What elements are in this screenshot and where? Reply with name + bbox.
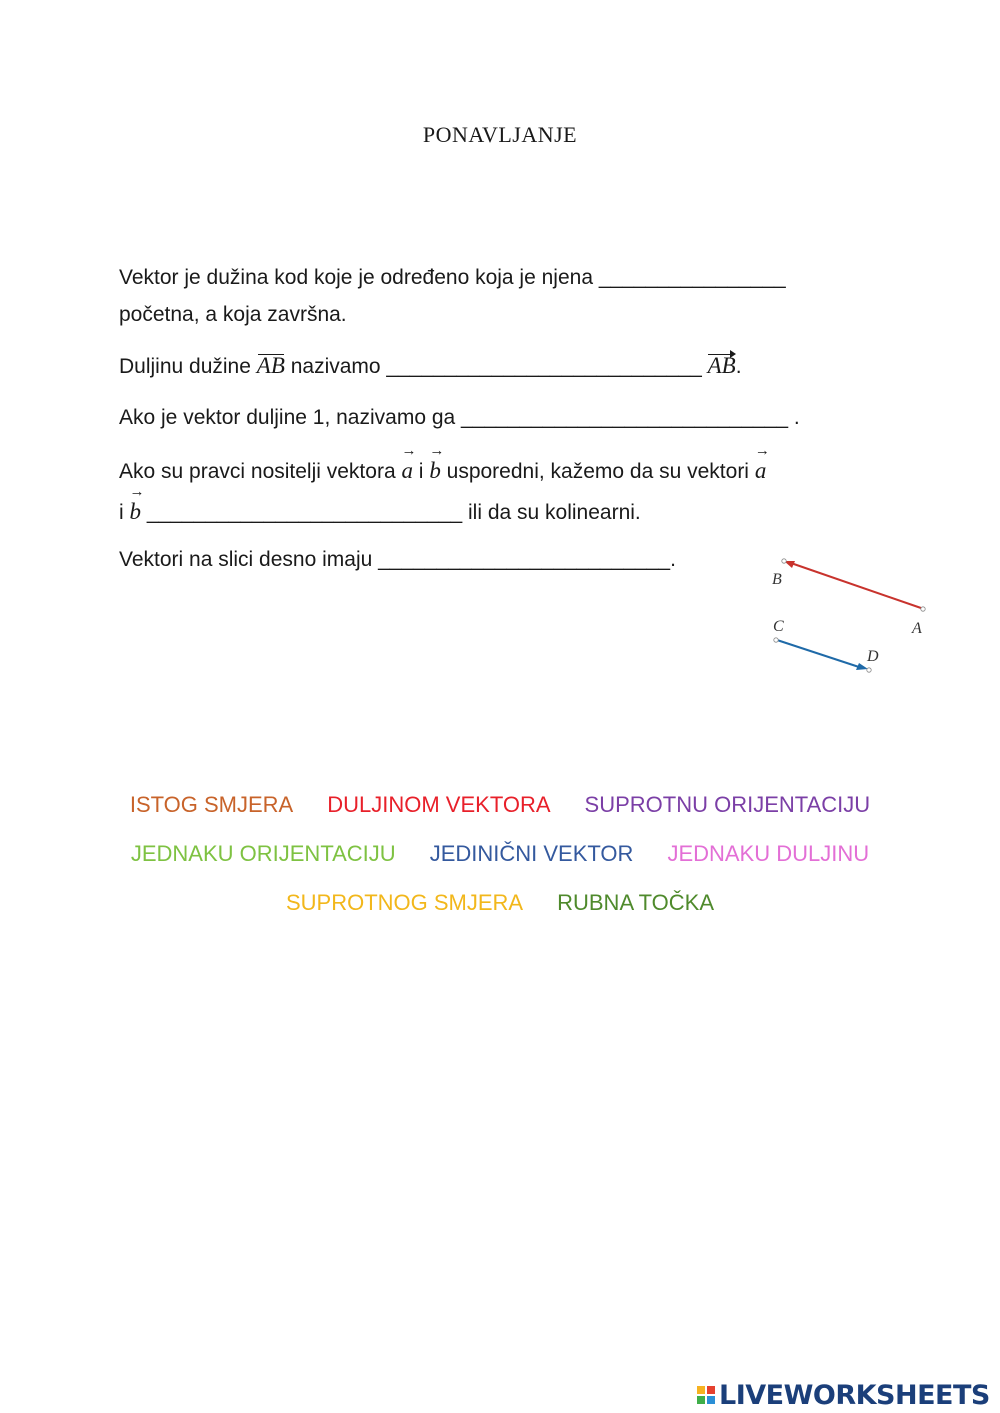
vector-b bbox=[429, 443, 445, 484]
sentence-1-line-2: početna, a koja završna. bbox=[119, 303, 347, 326]
word-duljinom-vektora[interactable]: DULJINOM VEKTORA bbox=[327, 792, 551, 817]
sentence-1-line-1: Vektor je dužina kod koje je određeno koja je njena ________________ bbox=[119, 266, 786, 289]
sentence-5 bbox=[119, 484, 641, 525]
word-bank-row-2 bbox=[0, 841, 1000, 867]
word-suprotnog-smjera[interactable]: SUPROTNOG SMJERA bbox=[285, 890, 524, 915]
vector-b-letter: b bbox=[429, 458, 441, 483]
arrow-icon: → bbox=[129, 484, 145, 500]
vector-b-2-letter: b bbox=[129, 499, 141, 524]
point-a bbox=[921, 607, 925, 611]
vector-cd-line bbox=[777, 640, 862, 668]
arrow-icon: → bbox=[754, 443, 770, 459]
word-bank-row-1 bbox=[0, 792, 1000, 818]
liveworksheets-logo[interactable] bbox=[697, 1378, 990, 1412]
arrow-icon: → bbox=[401, 443, 417, 459]
point-d bbox=[867, 668, 871, 672]
sentence-4-text-b: i bbox=[412, 460, 430, 483]
arrow-icon: → bbox=[429, 443, 445, 459]
vector-b-2 bbox=[129, 484, 145, 525]
logo-icon bbox=[697, 1386, 715, 1404]
label-d: D bbox=[867, 648, 879, 665]
word-jednaku-duljinu[interactable]: JEDNAKU DULJINU bbox=[667, 841, 870, 866]
label-b: B bbox=[772, 571, 782, 588]
word-bank-row-3 bbox=[0, 890, 1000, 916]
point-b bbox=[782, 559, 786, 563]
label-c: C bbox=[773, 618, 784, 635]
word-rubna-tocka[interactable]: RUBNA TOČKA bbox=[557, 890, 715, 915]
sentence-2 bbox=[119, 353, 742, 379]
sentence-5-text-b: ___________________________ ili da su kolinearni. bbox=[141, 501, 641, 524]
sentence-3: Ako je vektor duljine 1, nazivamo ga ____________________________ . bbox=[119, 406, 800, 429]
word-jednaku-orijentaciju[interactable]: JEDNAKU ORIJENTACIJU bbox=[130, 841, 396, 866]
vector-a-2 bbox=[754, 443, 770, 484]
point-c bbox=[774, 638, 778, 642]
segment-ab: AB bbox=[256, 353, 285, 378]
word-jedinicni-vektor[interactable]: JEDINIČNI VEKTOR bbox=[429, 841, 634, 866]
vector-ab: AB bbox=[707, 353, 736, 378]
sentence-4-text-c: usporedni, kažemo da su vektori bbox=[440, 460, 755, 483]
vector-a-letter: a bbox=[401, 458, 413, 483]
vector-ab-line bbox=[788, 562, 921, 608]
vector-figure bbox=[760, 550, 940, 680]
sentence-4-text-a: Ako su pravci nositelji vektora bbox=[119, 460, 402, 483]
logo-text: LIVEWORKSHEETS bbox=[719, 1379, 990, 1411]
sentence-2-text-a: Duljinu dužine bbox=[119, 355, 257, 378]
word-istog-smjera[interactable]: ISTOG SMJERA bbox=[129, 792, 294, 817]
vector-a-2-letter: a bbox=[754, 458, 767, 483]
label-a: A bbox=[912, 620, 922, 637]
word-suprotnu-orijentaciju[interactable]: SUPROTNU ORIJENTACIJU bbox=[584, 792, 871, 817]
sentence-2-text-c: . bbox=[735, 355, 742, 378]
sentence-6: Vektori na slici desno imaju _________________________. bbox=[119, 548, 676, 571]
sentence-4 bbox=[119, 443, 770, 484]
page-title: PONAVLJANJE bbox=[422, 122, 578, 147]
sentence-2-text-b: nazivamo ___________________________ bbox=[284, 355, 708, 378]
sentence-5-text-a: i bbox=[119, 501, 130, 524]
vector-a bbox=[401, 443, 417, 484]
